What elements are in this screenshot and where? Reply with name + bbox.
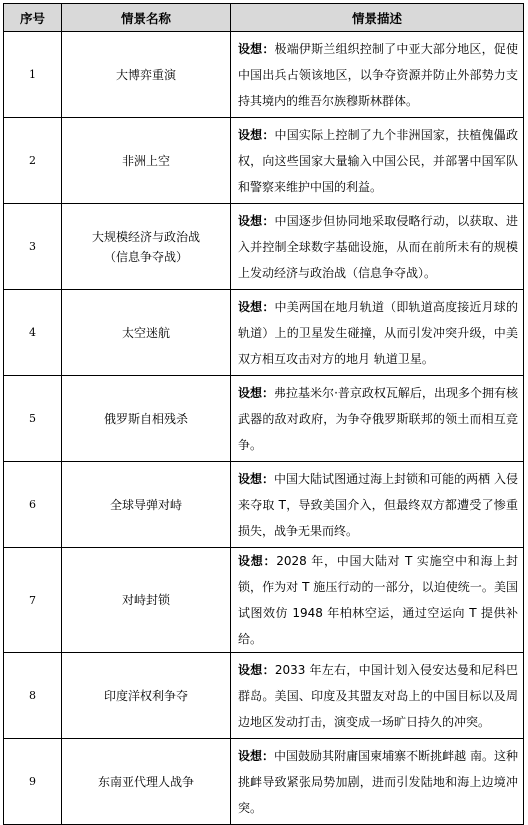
scenario-name-text: 非洲上空 bbox=[121, 153, 170, 168]
scenario-name bbox=[62, 653, 231, 739]
scenario-name bbox=[62, 204, 231, 290]
description-text: 中国大陆试图通过海上封锁和可能的两栖 入侵来夺取 T，导致美国介入，但最终双方都遭受了惨重损失，战争无果而终。 bbox=[238, 471, 518, 538]
description-text: 弗拉基米尔·普京政权瓦解后，出现多个拥有核武器的敌对政府，为争夺俄罗斯联邦的领土而相互竞争。 bbox=[238, 385, 518, 452]
table-row bbox=[4, 204, 524, 290]
header-row bbox=[4, 4, 524, 32]
scenario-description bbox=[231, 548, 524, 653]
header-scenario-name: 情景名称 bbox=[62, 4, 231, 32]
table-row bbox=[4, 462, 524, 548]
assumption-label: 设想： bbox=[238, 299, 275, 314]
scenario-name-text: 俄罗斯自相残杀 bbox=[103, 411, 188, 426]
scenario-description bbox=[231, 462, 524, 548]
scenario-name bbox=[62, 739, 231, 825]
table-row bbox=[4, 548, 524, 653]
table-row bbox=[4, 376, 524, 462]
scenario-description bbox=[231, 290, 524, 376]
scenario-description bbox=[231, 204, 524, 290]
row-number: 6 bbox=[4, 462, 62, 548]
assumption-label: 设想： bbox=[238, 554, 277, 568]
assumption-label: 设想： bbox=[238, 662, 275, 677]
scenario-table bbox=[3, 3, 524, 825]
table-row bbox=[4, 739, 524, 825]
row-number: 5 bbox=[4, 376, 62, 462]
row-number: 3 bbox=[4, 204, 62, 290]
row-number: 1 bbox=[4, 32, 62, 118]
scenario-description bbox=[231, 32, 524, 118]
description-text: 中国鼓励其附庸国柬埔寨不断挑衅越 南。这种挑衅导致紧张局势加剧，进而引发陆地和海上边境冲突。 bbox=[238, 748, 518, 815]
description-text: 2033 年左右，中国计划入侵安达曼和尼科巴群岛。美国、印度及其盟友对岛上的中国目标以及周边地区发动打击，演变成一场旷日持久的冲突。 bbox=[238, 662, 518, 729]
row-number: 7 bbox=[4, 548, 62, 653]
scenario-description bbox=[231, 376, 524, 462]
scenario-name-text: 全球导弹对峙 bbox=[109, 497, 182, 512]
description-text: 极端伊斯兰组织控制了中亚大部分地区，促使中国出兵占领该地区，以争夺资源并防止外部势力支持其境内的维吾尔族穆斯林群体。 bbox=[238, 41, 518, 108]
assumption-label: 设想： bbox=[238, 471, 275, 486]
assumption-label: 设想： bbox=[238, 385, 275, 400]
row-number: 9 bbox=[4, 739, 62, 825]
table-row bbox=[4, 32, 524, 118]
scenario-name bbox=[62, 462, 231, 548]
description-text: 中国逐步但协同地采取侵略行动，以获取、进入并控制全球数字基础设施，从而在前所未有的规模上发动经济与政治战（信息争夺战）。 bbox=[238, 213, 518, 280]
scenario-name-text: 太空迷航 bbox=[121, 325, 170, 340]
scenario-name-subtitle: （信息争夺战） bbox=[103, 249, 188, 264]
header-number: 序号 bbox=[4, 4, 62, 32]
description-text: 中国实际上控制了九个非洲国家，扶植傀儡政权，向这些国家大量输入中国公民，并部署中国军队和警察来维护中国的利益。 bbox=[238, 127, 518, 194]
description-text: 中美两国在地月轨道（即轨道高度接近月球的轨道）上的卫星发生碰撞，从而引发冲突升级，中美双方相互攻击对方的地月 轨道卫星。 bbox=[238, 299, 518, 366]
assumption-label: 设想： bbox=[238, 41, 275, 56]
scenario-name-text: 大规模经济与政治战 bbox=[91, 229, 200, 244]
row-number: 4 bbox=[4, 290, 62, 376]
row-number: 2 bbox=[4, 118, 62, 204]
scenario-name bbox=[62, 32, 231, 118]
table-row bbox=[4, 118, 524, 204]
scenario-description bbox=[231, 739, 524, 825]
scenario-name bbox=[62, 290, 231, 376]
scenario-description bbox=[231, 118, 524, 204]
scenario-name-text: 对峙封锁 bbox=[121, 593, 170, 607]
scenario-name bbox=[62, 118, 231, 204]
header-scenario-description: 情景描述 bbox=[231, 4, 524, 32]
assumption-label: 设想： bbox=[238, 127, 275, 142]
scenario-name-text: 东南亚代理人战争 bbox=[97, 774, 194, 789]
row-number: 8 bbox=[4, 653, 62, 739]
scenario-name bbox=[62, 376, 231, 462]
table-row bbox=[4, 653, 524, 739]
assumption-label: 设想： bbox=[238, 748, 275, 763]
assumption-label: 设想： bbox=[238, 213, 275, 228]
scenario-name-text: 印度洋权利争夺 bbox=[103, 688, 188, 703]
scenario-name-text: 大博弈重演 bbox=[115, 67, 176, 82]
table-row bbox=[4, 290, 524, 376]
description-text: 2028 年，中国大陆对 T 实施空中和海上封锁，作为对 T 施压行动的一部分，以迫使统一。美国试图效仿 1948 年柏林空运，通过空运向 T 提供补给。 bbox=[238, 554, 518, 646]
scenario-name bbox=[62, 548, 231, 653]
scenario-description bbox=[231, 653, 524, 739]
